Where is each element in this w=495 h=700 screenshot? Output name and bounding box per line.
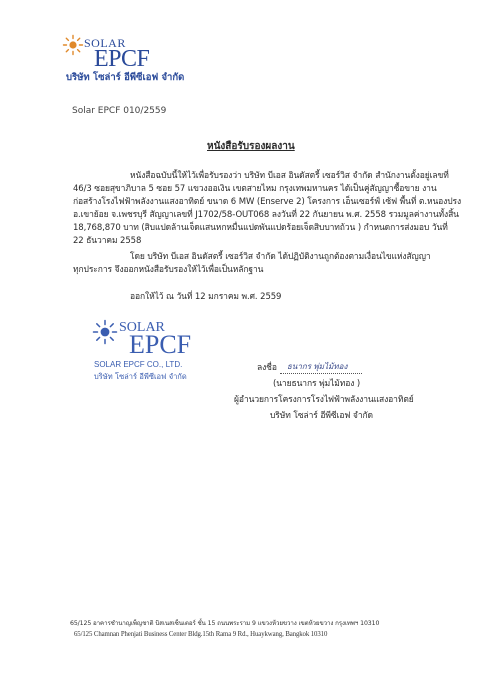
p1-line: หนังสือฉบับนี้ให้ไว้เพื่อรับรองว่า บริษัท บีเอส อินดัสตรี้ เซอร์วิส จำกัด สำนักงานตั้งอยู่เลขที่ xyxy=(130,171,449,181)
p1-line: ก่อสร้างโรงไฟฟ้าพลังงานแสงอาทิตย์ ขนาด 6 MW (Enserve 2) โครงการ เอ็นเซอร์ฟ์ เซ้ฟ พื้นที่ ต.หนองปรง xyxy=(73,197,462,207)
paragraph-1 xyxy=(73,170,473,248)
reference-number: Solar EPCF 010/2559 xyxy=(72,106,167,116)
issue-date: ออกให้ไว้ ณ วันที่ 12 มกราคม พ.ศ. 2559 xyxy=(130,292,282,302)
p2-line: ทุกประการ จึงออกหนังสือรับรองให้ไว้เพื่อเป็นหลักฐาน xyxy=(73,265,264,275)
p1-line: 22 ธันวาคม 2558 xyxy=(73,236,142,246)
paragraph-2 xyxy=(73,251,473,277)
sun-icon xyxy=(92,319,118,345)
signer-company: บริษัท โซล่าร์ อีพีซีเอฟ จำกัด xyxy=(270,411,373,421)
logo-epcf: EPCF xyxy=(94,46,150,72)
stamp-epcf: EPCF xyxy=(129,330,192,359)
p1-line: อ.เขาย้อย จ.เพชรบุรี สัญญาเลขที่ J1702/58-OUT068 ลงวันที่ 22 กันยายน พ.ศ. 2558 รวมมูลค่างานทั้งสิ้น xyxy=(73,210,459,220)
header-logo xyxy=(62,34,162,72)
p1-line: 46/3 ซอยสุขาภิบาล 5 ซอย 57 แขวงออเงิน เขตสายไหม กรุงเทพมหานคร ได้เป็นคู่สัญญาซื้อขาย งาน xyxy=(73,184,437,194)
p1-line: 18,768,870 บาท (สิบแปดล้านเจ็ดแสนหกหมื่นแปดพันแปดร้อยเจ็ดสิบบาทถ้วน ) กำหนดการส่งมอบ วันที่ xyxy=(73,223,448,233)
signature-dotted-line xyxy=(280,373,362,374)
company-thai-header: บริษัท โซล่าร์ อีพีซีเอฟ จำกัด xyxy=(66,72,185,83)
company-stamp xyxy=(92,318,242,380)
signature-label: ลงชื่อ xyxy=(257,363,277,373)
logo-solar: SOLAR xyxy=(84,36,126,50)
footer-address-english: 65/125 Chamnan Phenjati Business Center Bldg.15th Rama 9 Rd., Huaykwang, Bangkok 10310 xyxy=(74,631,328,638)
stamp-company-th: บริษัท โซล่าร์ อีพีซีเอฟ จำกัด xyxy=(94,372,187,381)
signer-name: (นายธนากร พุ่มไม้ทอง ) xyxy=(273,379,361,389)
p2-line: โดย บริษัท บีเอส อินดัสตรี้ เซอร์วิส จำกัด ได้ปฏิบัติงานถูกต้องตามเงื่อนไขแห่งสัญญา xyxy=(130,252,431,262)
handwritten-signature: ธนากร พุ่มไม้ทอง xyxy=(287,362,348,371)
stamp-company-en: SOLAR EPCF CO., LTD. xyxy=(94,360,183,369)
stamp-solar: SOLAR xyxy=(119,320,165,335)
signer-position: ผู้อำนวยการโครงการโรงไฟฟ้าพลังงานแสงอาทิตย์ xyxy=(234,395,414,405)
sun-icon xyxy=(62,34,84,56)
footer-address-thai: 65/125 อาคารชำนาญเพ็ญชาติ บิสเนสเซ็นเตอร์ ชั้น 15 ถนนพระราม 9 แขวงห้วยขวาง เขตห้วยขวาง กรุงเทพฯ 10310 xyxy=(70,620,380,627)
document-title: หนังสือรับรองผลงาน xyxy=(207,141,295,152)
